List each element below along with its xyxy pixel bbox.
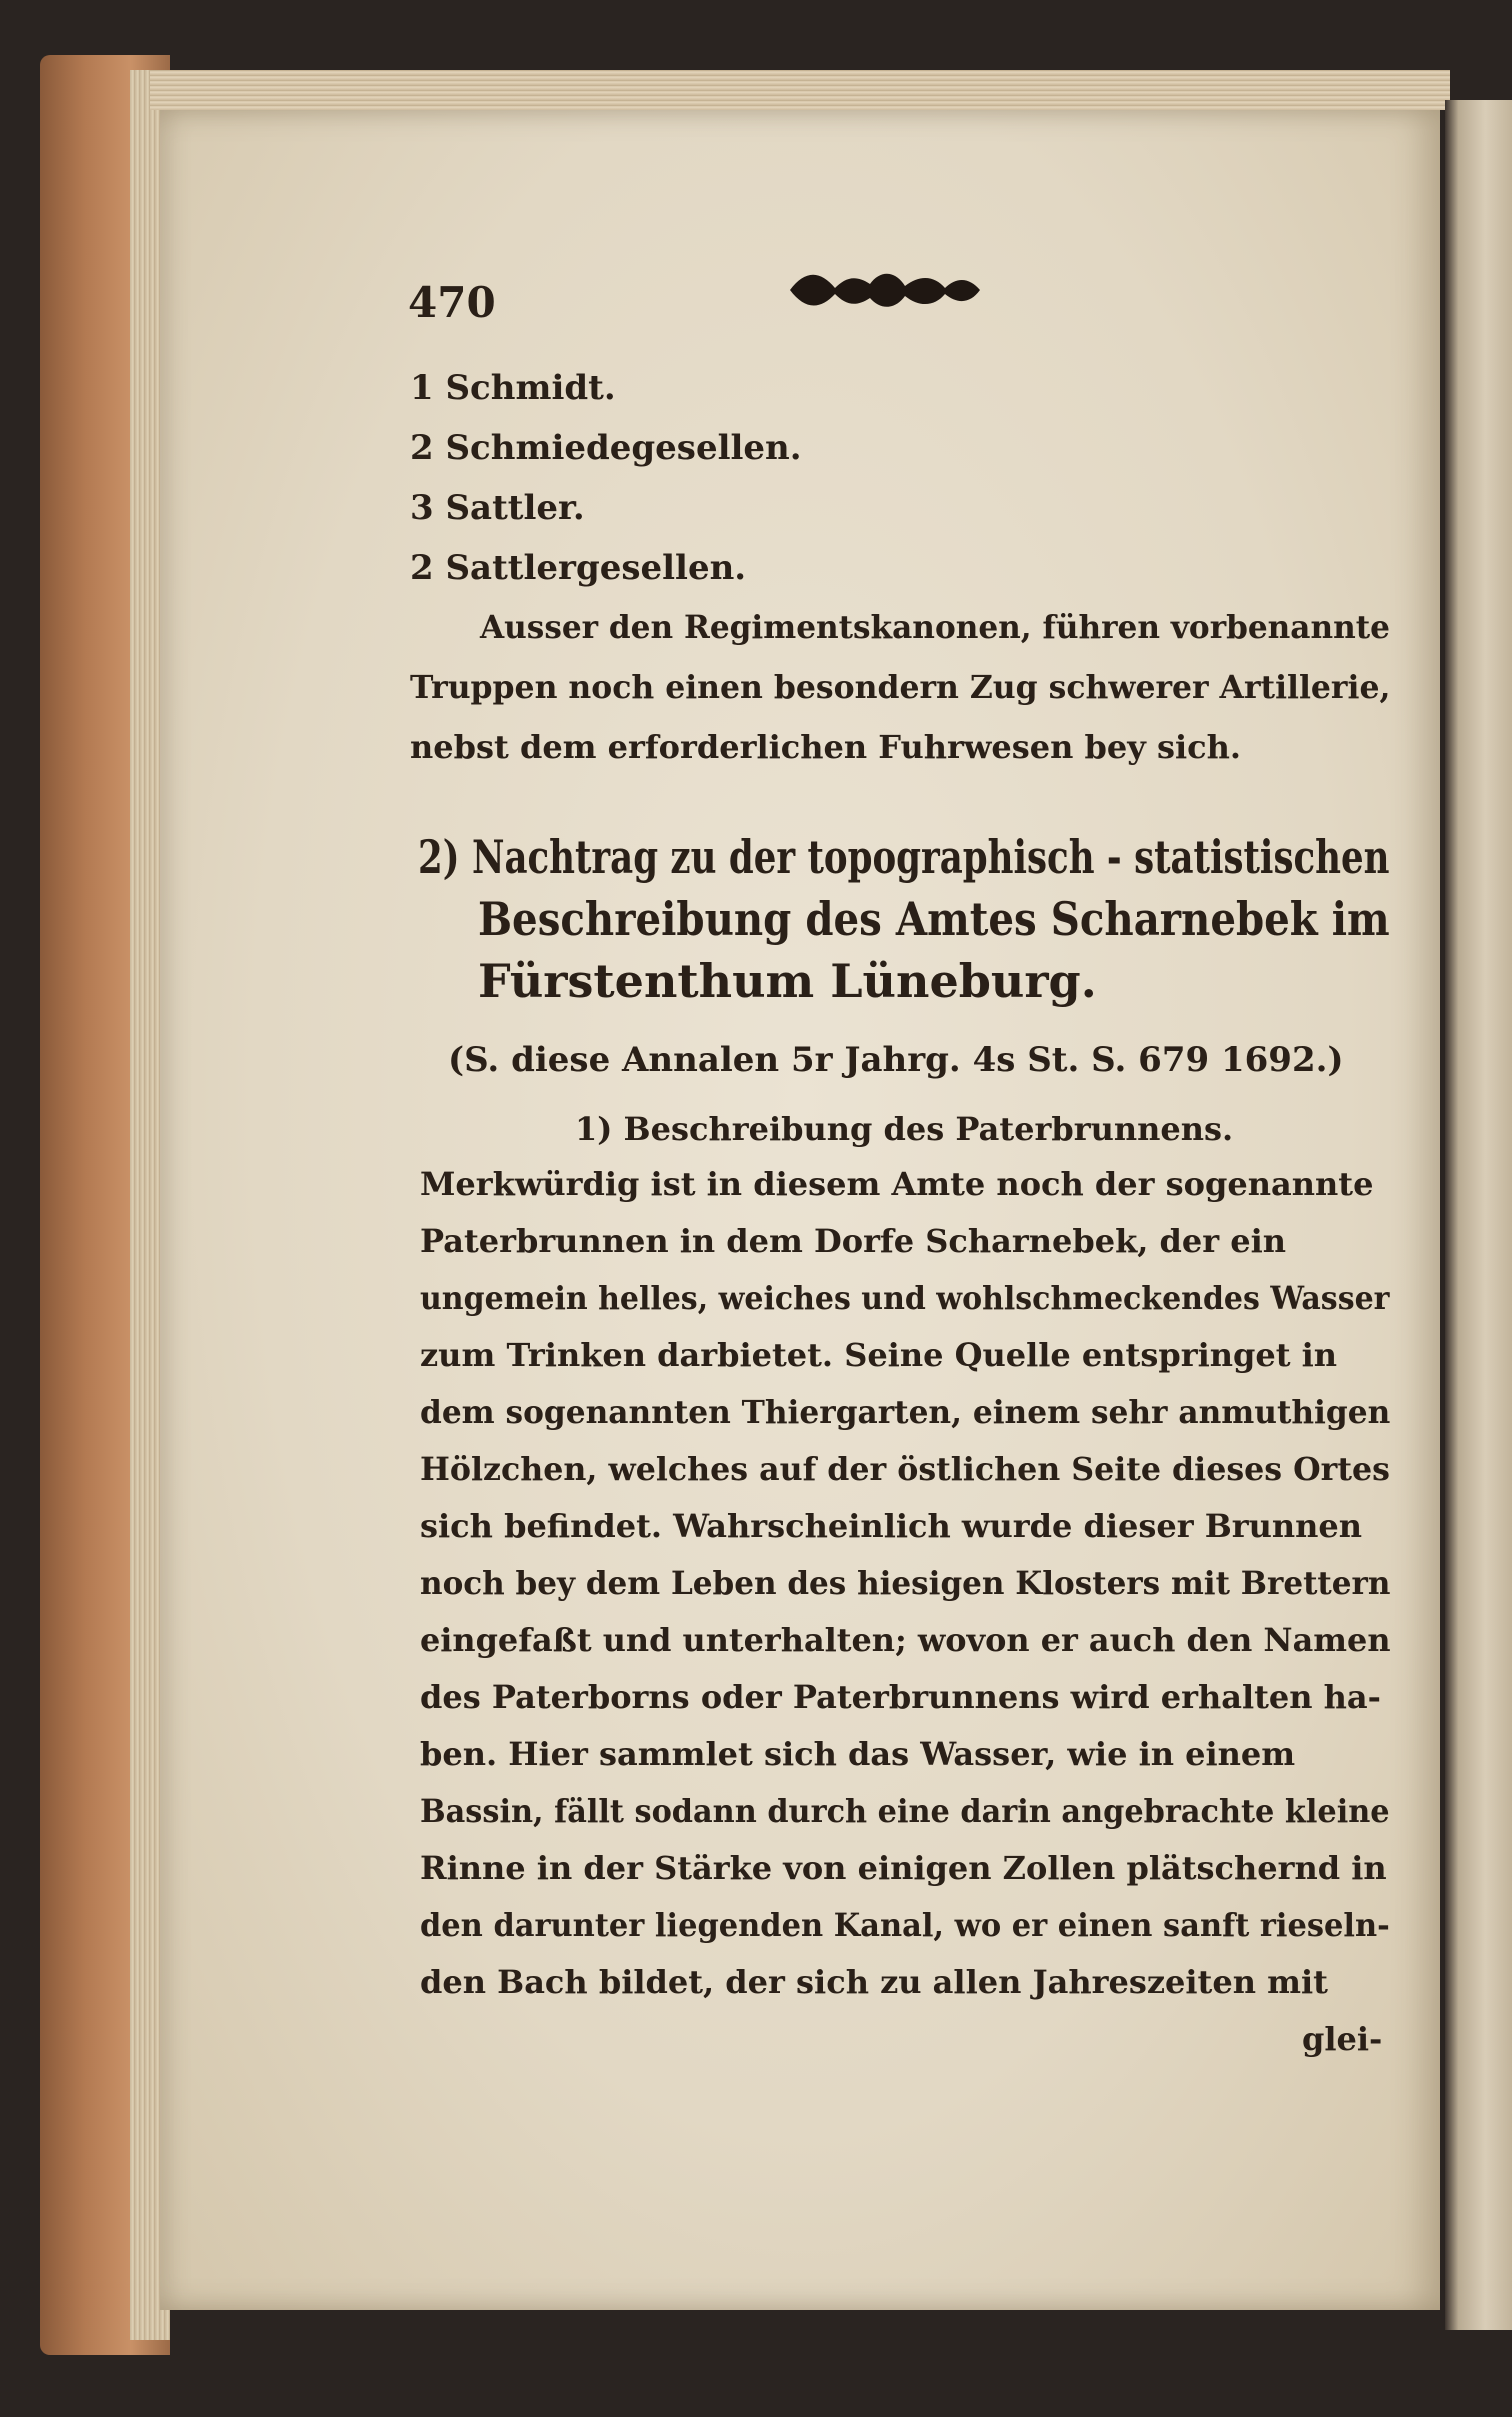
- paragraph-line: nebst dem erforderlichen Fuhrwesen bey sich.: [410, 728, 1242, 766]
- body-line: Paterbrunnen in dem Dorfe Scharnebek, der ein: [420, 1222, 1287, 1260]
- body-line: Rinne in der Stärke von einigen Zollen plätschernd in: [420, 1849, 1387, 1887]
- subheading: 1) Beschreibung des Paterbrunnens.: [575, 1110, 1234, 1148]
- list-item: 2 Sattlergesellen.: [410, 548, 747, 588]
- catchword: glei-: [1302, 2020, 1383, 2058]
- body-line: Hölzchen, welches auf der östlichen Seite dieses Ortes: [420, 1450, 1390, 1488]
- section-heading: Fürstenthum Lüneburg.: [478, 954, 1097, 1008]
- body-line: eingefaßt und unterhalten; wovon er auch den Namen: [420, 1621, 1391, 1659]
- section-heading: Beschreibung des Amtes Scharnebek im: [478, 892, 1390, 946]
- body-line: den Bach bildet, der sich zu allen Jahreszeiten mit: [420, 1963, 1328, 2001]
- body-line: Bassin, fällt sodann durch eine darin angebrachte kleine: [420, 1792, 1390, 1830]
- list-item: 2 Schmiedegesellen.: [410, 428, 802, 468]
- body-line: ungemein helles, weiches und wohlschmeckendes Wasser: [420, 1279, 1390, 1317]
- body-line: den darunter liegenden Kanal, wo er einen sanft rieseln-: [420, 1906, 1390, 1944]
- body-line: Merkwürdig ist in diesem Amte noch der sogenannte: [420, 1165, 1374, 1203]
- body-line: dem sogenannten Thiergarten, einem sehr anmuthigen: [420, 1393, 1391, 1431]
- body-line: des Paterborns oder Paterbrunnens wird erhalten ha-: [420, 1678, 1381, 1716]
- page-top-edge: [150, 70, 1450, 110]
- paragraph-line: Truppen noch einen besondern Zug schwerer Artillerie,: [410, 668, 1391, 706]
- reference-line: (S. diese Annalen 5r Jahrg. 4s St. S. 679 1692.): [448, 1040, 1344, 1080]
- section-heading: 2) Nachtrag zu der topographisch - statistischen: [418, 830, 1390, 884]
- page-number: 470: [408, 278, 496, 327]
- ornament-icon: [785, 260, 985, 320]
- body-line: zum Trinken darbietet. Seine Quelle entspringet in: [420, 1336, 1338, 1374]
- body-line: ben. Hier sammlet sich das Wasser, wie in einem: [420, 1735, 1296, 1773]
- list-item: 3 Sattler.: [410, 488, 585, 528]
- paragraph-line: Ausser den Regimentskanonen, führen vorbenannte: [480, 608, 1390, 646]
- body-line: noch bey dem Leben des hiesigen Klosters mit Brettern: [420, 1564, 1391, 1602]
- facing-page-edge: [1445, 100, 1512, 2330]
- list-item: 1 Schmidt.: [410, 368, 616, 408]
- body-line: sich befindet. Wahrscheinlich wurde dieser Brunnen: [420, 1507, 1363, 1545]
